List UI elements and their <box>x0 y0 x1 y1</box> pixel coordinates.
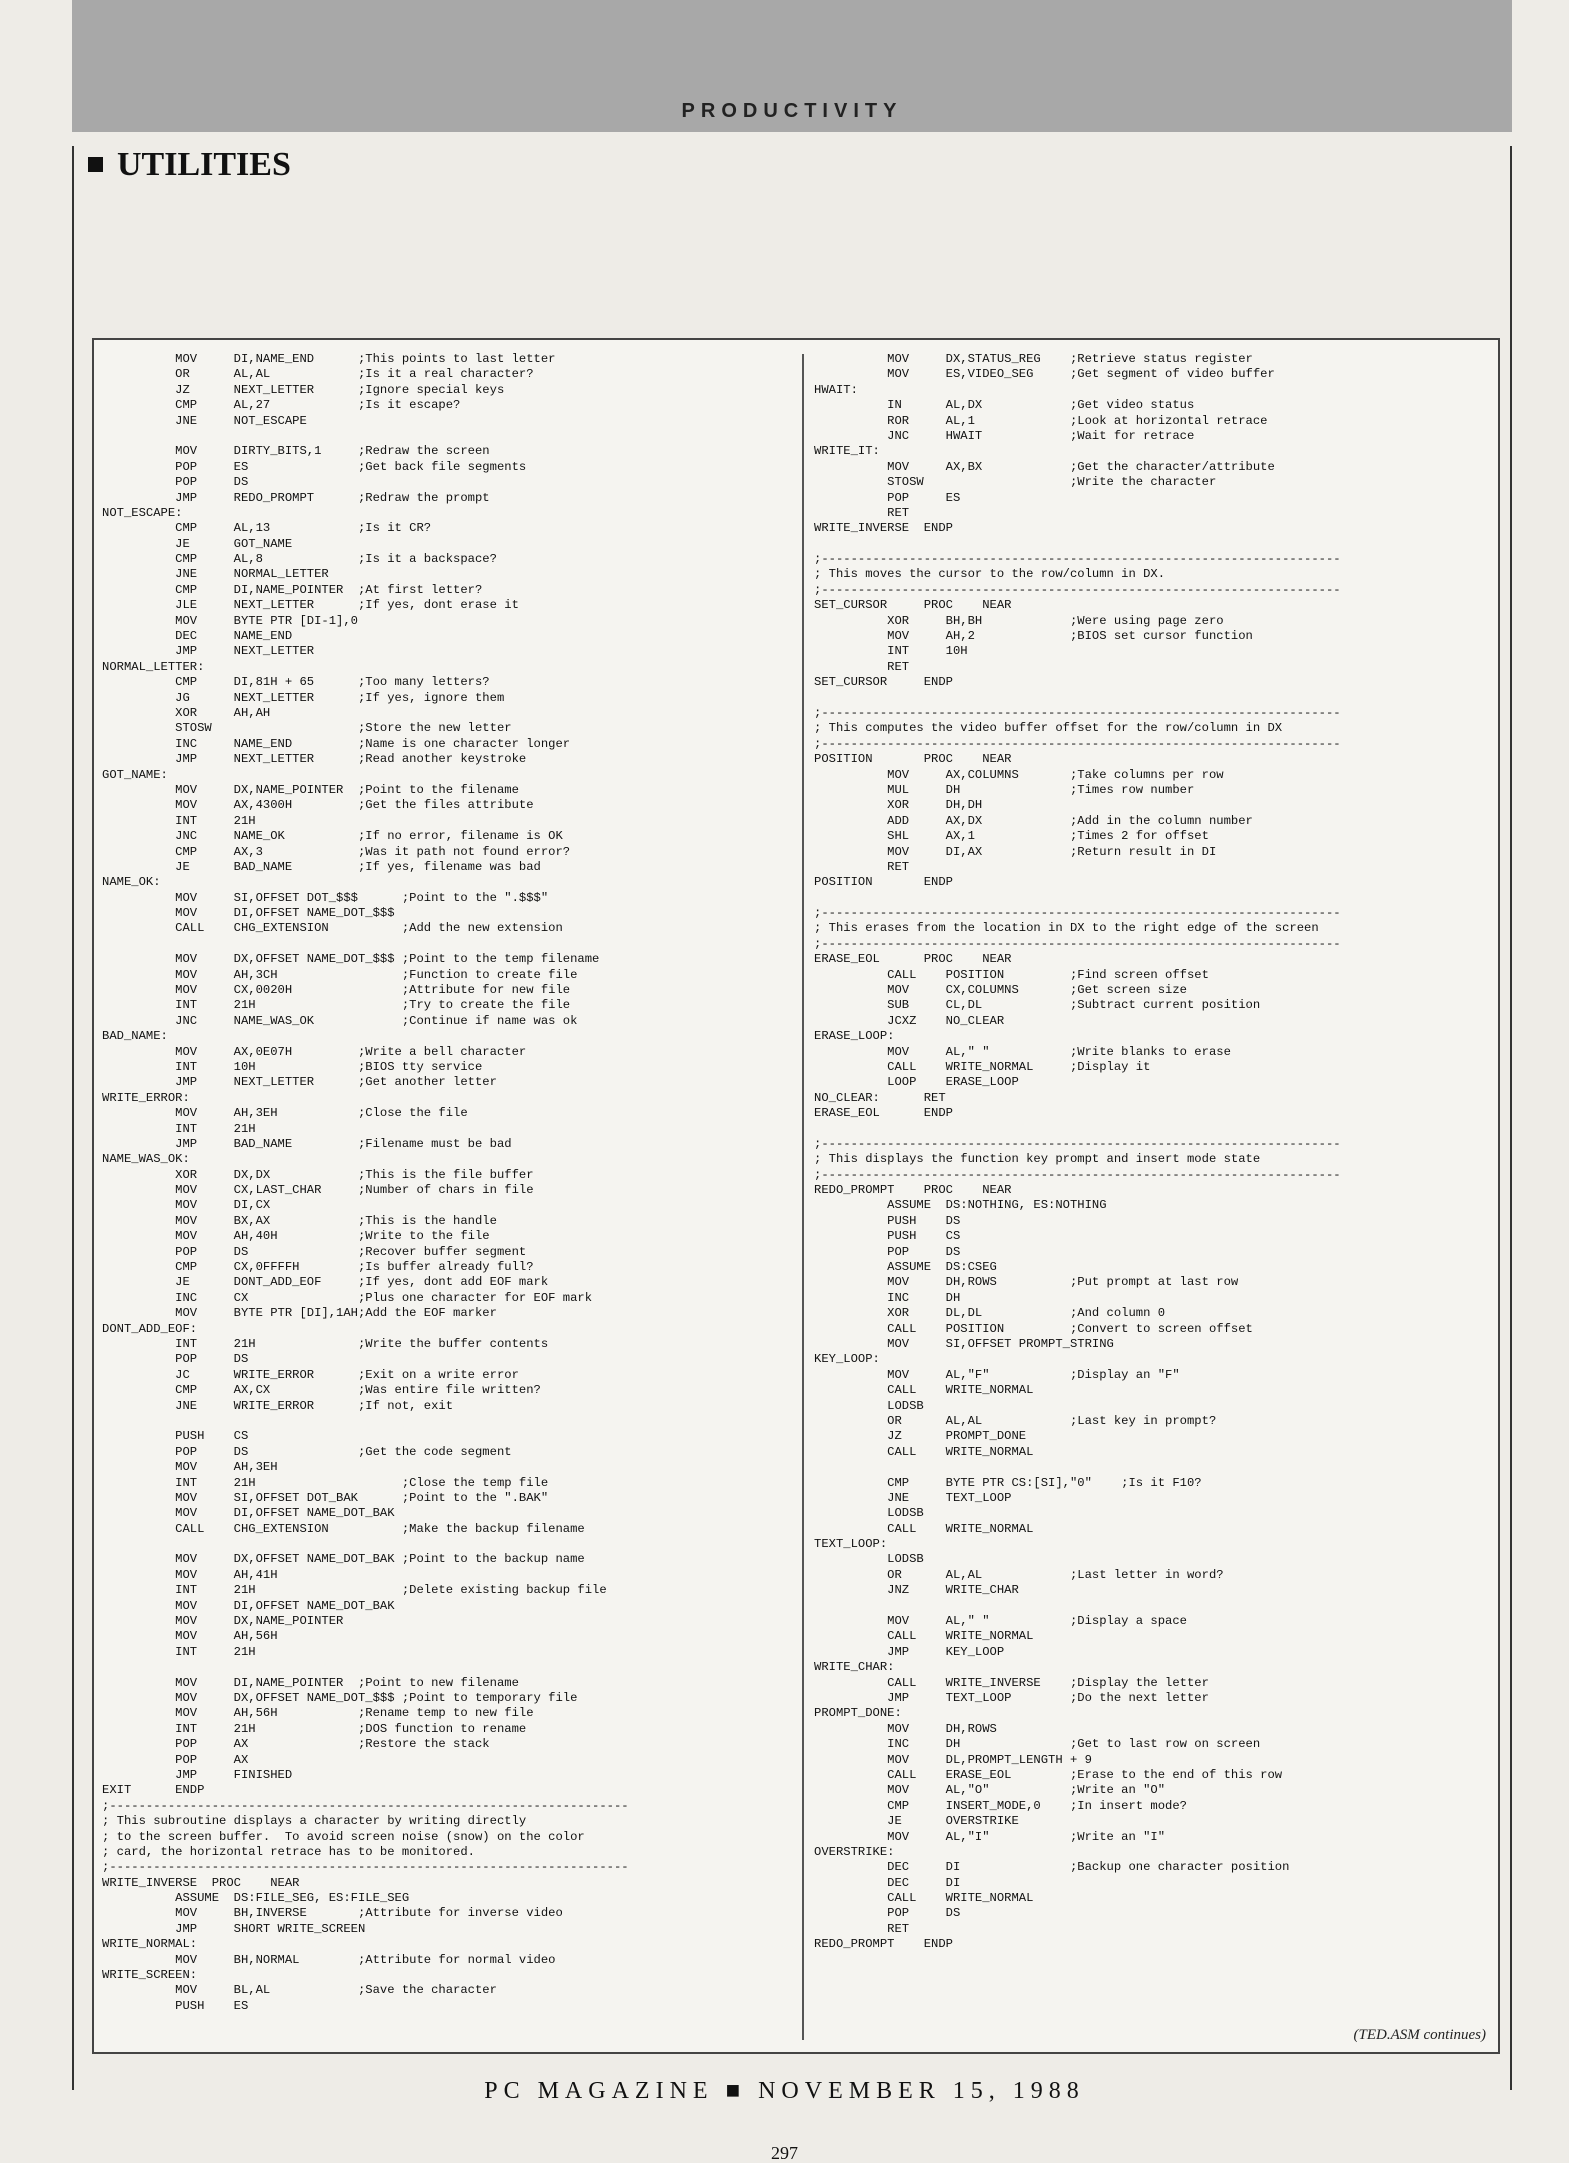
code-line: ERASE_EOL PROC NEAR <box>814 952 1012 967</box>
code-line: HWAIT: <box>814 382 858 397</box>
code-line: JE DONT_ADD_EOF ;If yes, dont add EOF mark <box>102 1275 549 1290</box>
code-line: CALL CHG_EXTENSION ;Make the backup filename <box>102 1521 585 1536</box>
code-line: MUL DH ;Times row number <box>814 782 1195 797</box>
code-line: NAME_OK: <box>102 875 161 890</box>
code-line: JMP NEXT_LETTER ;Get another letter <box>102 1075 497 1090</box>
code-line: MOV AX,4300H ;Get the files attribute <box>102 798 534 813</box>
code-line: INT 21H ;Write the buffer contents <box>102 1337 549 1351</box>
code-line: JNC HWAIT ;Wait for retrace <box>814 428 1195 443</box>
code-line: INT 21H <box>102 1121 256 1136</box>
code-line: MOV DX,STATUS_REG ;Retrieve status register <box>814 352 1253 366</box>
code-listing-box <box>92 338 1500 2054</box>
code-line: POSITION PROC NEAR <box>814 752 1012 767</box>
code-line: CMP BYTE PTR CS:[SI],"0" ;Is it F10? <box>814 1475 1202 1490</box>
code-line: CALL ERASE_EOL ;Erase to the end of this row <box>814 1767 1283 1782</box>
code-line: DONT_ADD_EOF: <box>102 1321 198 1336</box>
code-line: POP AX <box>102 1752 249 1767</box>
code-line: JMP TEXT_LOOP ;Do the next letter <box>814 1690 1209 1705</box>
code-line: CMP INSERT_MODE,0 ;In insert mode? <box>814 1798 1187 1813</box>
code-line: CMP CX,0FFFFH ;Is buffer already full? <box>102 1260 534 1275</box>
code-line: SHL AX,1 ;Times 2 for offset <box>814 829 1209 844</box>
code-line: PUSH ES <box>102 1998 249 2013</box>
code-line: JZ NEXT_LETTER ;Ignore special keys <box>102 382 505 397</box>
code-line: JE OVERSTRIKE <box>814 1814 1019 1829</box>
code-line: ASSUME DS:NOTHING, ES:NOTHING <box>814 1198 1107 1213</box>
code-line: CALL WRITE_NORMAL <box>814 1891 1034 1906</box>
code-line: MOV SI,OFFSET PROMPT_STRING <box>814 1337 1114 1351</box>
code-line: NAME_WAS_OK: <box>102 1152 190 1167</box>
code-line: ; This computes the video buffer offset for the row/column in DX <box>814 721 1283 736</box>
code-line: MOV AH,56H <box>102 1629 278 1644</box>
code-line: CMP DI,NAME_POINTER ;At first letter? <box>102 582 483 597</box>
square-bullet-icon <box>88 157 103 172</box>
column-divider <box>802 354 804 2040</box>
code-line: MOV DI,AX ;Return result in DI <box>814 844 1217 859</box>
code-line: MOV AH,41H <box>102 1567 278 1582</box>
code-line: MOV AH,3EH ;Close the file <box>102 1106 468 1121</box>
code-line: MOV ES,VIDEO_SEG ;Get segment of video buffer <box>814 367 1275 382</box>
code-line: MOV DI,NAME_END ;This points to last letter <box>102 352 556 366</box>
page-number: 297 <box>771 2143 798 2163</box>
code-line: MOV DX,NAME_POINTER <box>102 1614 344 1629</box>
code-line: INT 10H <box>814 644 968 659</box>
code-line: ;----------------------------------------------------------------------- <box>814 582 1341 597</box>
code-line: DEC DI ;Backup one character position <box>814 1860 1290 1875</box>
code-line: ;----------------------------------------------------------------------- <box>102 1798 629 1813</box>
code-line: MOV AH,2 ;BIOS set cursor function <box>814 629 1253 644</box>
code-line <box>102 1537 792 1552</box>
code-line: REDO_PROMPT PROC NEAR <box>814 1183 1012 1198</box>
code-line: MOV AH,3CH ;Function to create file <box>102 967 578 982</box>
code-line: BAD_NAME: <box>102 1029 168 1044</box>
code-line: INT 21H ;Delete existing backup file <box>102 1583 607 1598</box>
code-line: PUSH CS <box>102 1429 249 1444</box>
code-line: ; to the screen buffer. To avoid screen noise (snow) on the color <box>102 1829 585 1844</box>
code-line: POP DS <box>814 1906 961 1921</box>
code-line: MOV BX,AX ;This is the handle <box>102 1213 497 1228</box>
code-line: ERASE_EOL ENDP <box>814 1106 953 1121</box>
code-line: ASSUME DS:CSEG <box>814 1260 997 1275</box>
code-line <box>814 537 1494 552</box>
code-line: NOT_ESCAPE: <box>102 505 183 520</box>
code-line: STOSW ;Store the new letter <box>102 721 512 736</box>
code-line: JMP SHORT WRITE_SCREEN <box>102 1921 366 1936</box>
code-line: CMP AL,8 ;Is it a backspace? <box>102 552 497 567</box>
code-line: MOV AX,0E07H ;Write a bell character <box>102 1044 527 1059</box>
code-line: JE GOT_NAME <box>102 536 293 551</box>
code-line: LOOP ERASE_LOOP <box>814 1075 1019 1090</box>
code-line: INT 21H ;DOS function to rename <box>102 1721 527 1736</box>
code-line: WRITE_NORMAL: <box>102 1937 198 1952</box>
code-line: RET <box>814 659 910 674</box>
code-line <box>814 1460 1494 1475</box>
code-line: MOV CX,0020H ;Attribute for new file <box>102 983 571 998</box>
code-line: MOV AL," " ;Display a space <box>814 1614 1187 1629</box>
code-line: MOV AH,56H ;Rename temp to new file <box>102 1706 534 1721</box>
code-line: MOV DX,NAME_POINTER ;Point to the filename <box>102 782 519 797</box>
code-line: LODSB <box>814 1506 924 1521</box>
code-line: NORMAL_LETTER: <box>102 659 205 674</box>
code-line: MOV AL,"O" ;Write an "O" <box>814 1783 1166 1798</box>
code-line: JMP REDO_PROMPT ;Redraw the prompt <box>102 490 490 505</box>
footer-magazine: PC MAGAZINE ■ NOVEMBER 15, 1988 <box>484 2078 1085 2104</box>
code-line: CALL WRITE_NORMAL <box>814 1629 1034 1644</box>
code-line: JNC NAME_OK ;If no error, filename is OK <box>102 829 563 844</box>
code-line: INT 10H ;BIOS tty service <box>102 1059 483 1074</box>
code-line: RET <box>814 1921 910 1936</box>
code-line: STOSW ;Write the character <box>814 475 1217 490</box>
code-line: EXIT ENDP <box>102 1783 205 1798</box>
code-line: ; This erases from the location in DX to the right edge of the screen <box>814 921 1319 936</box>
code-line: JMP BAD_NAME ;Filename must be bad <box>102 1136 512 1151</box>
code-line: MOV DH,ROWS ;Put prompt at last row <box>814 1275 1239 1290</box>
code-line: MOV CX,LAST_CHAR ;Number of chars in file <box>102 1183 534 1198</box>
code-line: MOV BYTE PTR [DI],1AH;Add the EOF marker <box>102 1306 497 1321</box>
code-line: CALL WRITE_NORMAL <box>814 1521 1034 1536</box>
code-line: WRITE_INVERSE ENDP <box>814 521 953 536</box>
code-line: CALL WRITE_INVERSE ;Display the letter <box>814 1675 1209 1690</box>
code-line: KEY_LOOP: <box>814 1352 880 1367</box>
code-line: MOV DI,OFFSET NAME_DOT_BAK <box>102 1598 395 1613</box>
code-line: JCXZ NO_CLEAR <box>814 1013 1005 1028</box>
section-title <box>88 146 291 184</box>
code-line: INC DH ;Get to last row on screen <box>814 1737 1261 1752</box>
code-line: INC CX ;Plus one character for EOF mark <box>102 1290 593 1305</box>
code-line: MOV DX,OFFSET NAME_DOT_BAK ;Point to the backup name <box>102 1552 585 1567</box>
code-line: WRITE_IT: <box>814 444 880 459</box>
code-line: ;----------------------------------------------------------------------- <box>814 705 1341 720</box>
code-line: XOR DH,DH <box>814 798 983 813</box>
code-line: TEXT_LOOP: <box>814 1537 888 1552</box>
code-line: MOV DI,CX <box>102 1198 271 1213</box>
code-line: SET_CURSOR PROC NEAR <box>814 598 1012 613</box>
code-line: OR AL,AL ;Last key in prompt? <box>814 1413 1217 1428</box>
code-line: RET <box>814 859 910 874</box>
code-line: ;----------------------------------------------------------------------- <box>814 552 1341 567</box>
code-line: MOV BYTE PTR [DI-1],0 <box>102 613 358 628</box>
code-line: SUB CL,DL ;Subtract current position <box>814 998 1261 1013</box>
code-line: JNE NOT_ESCAPE <box>102 413 307 428</box>
code-line: ;----------------------------------------------------------------------- <box>102 1860 629 1875</box>
code-line: ERASE_LOOP: <box>814 1029 895 1044</box>
code-line: INC DH <box>814 1290 961 1305</box>
code-line: MOV DIRTY_BITS,1 ;Redraw the screen <box>102 444 490 459</box>
code-line: WRITE_ERROR: <box>102 1090 190 1105</box>
code-line: POSITION ENDP <box>814 875 953 890</box>
code-line: WRITE_CHAR: <box>814 1660 895 1675</box>
code-line: CALL POSITION ;Find screen offset <box>814 967 1209 982</box>
code-line: JMP KEY_LOOP <box>814 1644 1005 1659</box>
code-line: MOV SI,OFFSET DOT_BAK ;Point to the ".BAK" <box>102 1490 549 1505</box>
code-line: JNE TEXT_LOOP <box>814 1490 1012 1505</box>
code-line: POP AX ;Restore the stack <box>102 1737 490 1752</box>
section-label: PRODUCTIVITY <box>681 100 903 122</box>
code-line: CALL POSITION ;Convert to screen offset <box>814 1321 1253 1336</box>
code-line: LODSB <box>814 1552 924 1567</box>
code-column-left <box>102 352 792 2014</box>
code-line: JNE NORMAL_LETTER <box>102 567 329 582</box>
code-line: REDO_PROMPT ENDP <box>814 1937 953 1952</box>
code-line: JG NEXT_LETTER ;If yes, ignore them <box>102 690 505 705</box>
code-line: CMP DI,81H + 65 ;Too many letters? <box>102 675 490 690</box>
code-line: JNZ WRITE_CHAR <box>814 1583 1019 1598</box>
code-line: CMP AL,13 ;Is it CR? <box>102 521 432 536</box>
code-line: MOV DL,PROMPT_LENGTH + 9 <box>814 1752 1092 1767</box>
code-line: MOV DI,OFFSET NAME_DOT_BAK <box>102 1506 395 1521</box>
code-line: DEC DI <box>814 1875 961 1890</box>
code-line: MOV DX,OFFSET NAME_DOT_$$$ ;Point to the temp filename <box>102 952 600 967</box>
code-line: SET_CURSOR ENDP <box>814 675 953 690</box>
code-line: POP ES <box>814 490 961 505</box>
code-line: MOV AL,"I" ;Write an "I" <box>814 1829 1166 1844</box>
code-line: XOR DL,DL ;And column 0 <box>814 1306 1166 1321</box>
code-line: MOV AX,COLUMNS ;Take columns per row <box>814 767 1224 782</box>
code-line: MOV BH,INVERSE ;Attribute for inverse video <box>102 1906 563 1921</box>
section-title-text: UTILITIES <box>117 146 291 183</box>
code-line: JMP FINISHED <box>102 1767 293 1782</box>
code-line: ROR AL,1 ;Look at horizontal retrace <box>814 413 1268 428</box>
code-line: CALL WRITE_NORMAL <box>814 1444 1034 1459</box>
code-line: ; card, the horizontal retrace has to be monitored. <box>102 1844 475 1859</box>
code-line: MOV BL,AL ;Save the character <box>102 1983 497 1998</box>
code-line: INT 21H ;Close the temp file <box>102 1475 549 1490</box>
code-line: JMP NEXT_LETTER ;Read another keystroke <box>102 752 527 767</box>
code-line: ;----------------------------------------------------------------------- <box>814 936 1341 951</box>
code-line: OVERSTRIKE: <box>814 1844 895 1859</box>
code-line: OR AL,AL ;Last letter in word? <box>814 1567 1224 1582</box>
code-line: MOV AH,3EH <box>102 1460 278 1475</box>
code-line: PUSH CS <box>814 1229 961 1244</box>
code-line: INT 21H <box>102 1644 256 1659</box>
code-line: MOV AL,"F" ;Display an "F" <box>814 1367 1180 1382</box>
code-line <box>102 937 792 952</box>
code-line: POP DS <box>102 475 249 490</box>
code-line: ;----------------------------------------------------------------------- <box>814 1136 1341 1151</box>
code-line: INC NAME_END ;Name is one character longer <box>102 736 571 751</box>
code-line: XOR AH,AH <box>102 705 271 720</box>
code-line: MOV SI,OFFSET DOT_$$$ ;Point to the ".$$$" <box>102 890 549 905</box>
code-line: MOV DI,NAME_POINTER ;Point to new filename <box>102 1675 519 1690</box>
code-line: RET <box>814 505 910 520</box>
code-line: MOV AL," " ;Write blanks to erase <box>814 1044 1231 1059</box>
code-line: INT 21H ;Try to create the file <box>102 998 571 1013</box>
code-line: POP ES ;Get back file segments <box>102 459 527 474</box>
code-line: ;----------------------------------------------------------------------- <box>814 736 1341 751</box>
code-line: OR AL,AL ;Is it a real character? <box>102 367 534 382</box>
code-line: ; This moves the cursor to the row/column in DX. <box>814 567 1166 582</box>
code-line: PUSH DS <box>814 1213 961 1228</box>
code-line: NO_CLEAR: RET <box>814 1090 946 1105</box>
code-line: MOV AX,BX ;Get the character/attribute <box>814 459 1275 474</box>
code-line: JNC NAME_WAS_OK ;Continue if name was ok <box>102 1013 578 1028</box>
code-line: CMP AX,CX ;Was entire file written? <box>102 1383 541 1398</box>
code-line: JLE NEXT_LETTER ;If yes, dont erase it <box>102 598 519 613</box>
code-line: GOT_NAME: <box>102 767 168 782</box>
code-line: LODSB <box>814 1398 924 1413</box>
code-line: POP DS <box>102 1352 249 1367</box>
code-line <box>102 429 792 444</box>
code-line: JMP NEXT_LETTER <box>102 644 315 659</box>
code-line: PROMPT_DONE: <box>814 1706 902 1721</box>
code-line: ;----------------------------------------------------------------------- <box>814 1167 1341 1182</box>
code-line: MOV CX,COLUMNS ;Get screen size <box>814 983 1187 998</box>
code-line: MOV AH,40H ;Write to the file <box>102 1229 490 1244</box>
code-line: JZ PROMPT_DONE <box>814 1429 1027 1444</box>
code-line: CALL CHG_EXTENSION ;Add the new extension <box>102 921 563 936</box>
code-line: CMP AL,27 ;Is it escape? <box>102 398 461 413</box>
code-line <box>814 691 1494 706</box>
code-line: XOR DX,DX ;This is the file buffer <box>102 1167 534 1182</box>
code-line: POP DS <box>814 1244 961 1259</box>
code-line: XOR BH,BH ;Were using page zero <box>814 613 1224 628</box>
code-line: POP DS ;Recover buffer segment <box>102 1244 527 1259</box>
code-line: ; This displays the function key prompt and insert mode state <box>814 1152 1261 1167</box>
code-line <box>814 891 1494 906</box>
code-line: JNE WRITE_ERROR ;If not, exit <box>102 1398 454 1413</box>
code-line: WRITE_INVERSE PROC NEAR <box>102 1875 300 1890</box>
code-line: WRITE_SCREEN: <box>102 1968 198 1983</box>
code-line <box>102 1414 792 1429</box>
code-line: CALL WRITE_NORMAL <box>814 1383 1034 1398</box>
code-line: IN AL,DX ;Get video status <box>814 398 1195 413</box>
code-line: JE BAD_NAME ;If yes, filename was bad <box>102 859 541 874</box>
code-line: ; This subroutine displays a character by writing directly <box>102 1814 527 1829</box>
code-column-right <box>814 352 1494 1953</box>
code-line: INT 21H <box>102 813 256 828</box>
code-line <box>814 1599 1494 1614</box>
code-line: MOV DI,OFFSET NAME_DOT_$$$ <box>102 906 395 921</box>
code-line: CMP AX,3 ;Was it path not found error? <box>102 844 571 859</box>
code-line: ADD AX,DX ;Add in the column number <box>814 813 1253 828</box>
code-line: MOV DH,ROWS <box>814 1721 997 1736</box>
code-line: ASSUME DS:FILE_SEG, ES:FILE_SEG <box>102 1891 410 1906</box>
code-line: MOV BH,NORMAL ;Attribute for normal video <box>102 1952 556 1967</box>
code-line <box>814 1122 1494 1137</box>
code-line: MOV DX,OFFSET NAME_DOT_$$$ ;Point to temporary file <box>102 1690 578 1705</box>
code-line: POP DS ;Get the code segment <box>102 1444 512 1459</box>
code-line <box>102 1660 792 1675</box>
code-line: DEC NAME_END <box>102 629 293 644</box>
continues-note: (TED.ASM continues) <box>1353 2027 1486 2043</box>
code-line: CALL WRITE_NORMAL ;Display it <box>814 1059 1151 1074</box>
code-line: ;----------------------------------------------------------------------- <box>814 906 1341 921</box>
code-line: JC WRITE_ERROR ;Exit on a write error <box>102 1367 519 1382</box>
